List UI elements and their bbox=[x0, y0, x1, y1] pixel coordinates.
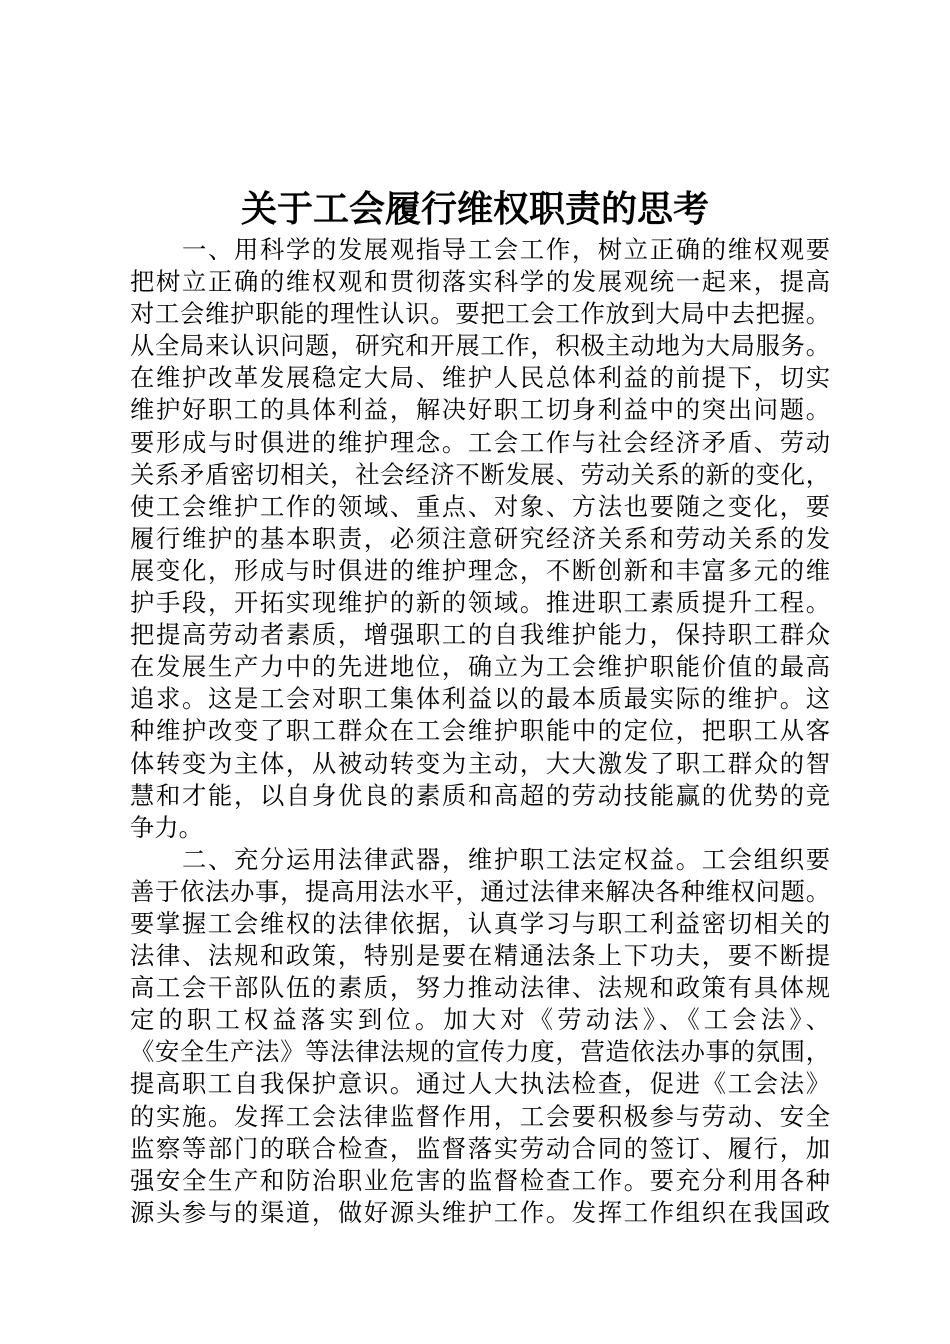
paragraph-1 bbox=[130, 234, 830, 844]
text-line: 提高职工自我保护意识。通过人大执法检查，促进《工会法》 bbox=[130, 1069, 830, 1099]
text-line: 强安全生产和防治职业危害的监督检查工作。要充分利用各种 bbox=[130, 1165, 830, 1195]
text-line: 的实施。发挥工会法律监督作用，工会要积极参与劳动、安全 bbox=[130, 1101, 830, 1131]
paragraph-2 bbox=[130, 844, 830, 1229]
text-line: 监察等部门的联合检查，监督落实劳动合同的签订、履行，加 bbox=[130, 1133, 830, 1163]
document-title: 关于工会履行维权职责的思考 bbox=[240, 188, 709, 230]
text-line: 二、充分运用法律武器，维护职工法定权益。工会组织要 bbox=[182, 844, 830, 874]
text-line: 展变化，形成与时俱进的维护理念，不断创新和丰富多元的维 bbox=[130, 555, 830, 585]
text-line: 从全局来认识问题，研究和开展工作，积极主动地为大局服务。 bbox=[130, 331, 830, 361]
text-line: 体转变为主体，从被动转变为主动，大大激发了职工群众的智 bbox=[130, 748, 830, 778]
text-line: 善于依法办事，提高用法水平，通过法律来解决各种维权问题。 bbox=[130, 876, 830, 906]
text-line: 护手段，开拓实现维护的新的领域。推进职工素质提升工程。 bbox=[130, 588, 830, 618]
text-line: 要掌握工会维权的法律依据，认真学习与职工利益密切相关的 bbox=[130, 908, 830, 938]
text-line: 使工会维护工作的领域、重点、对象、方法也要随之变化，要 bbox=[130, 491, 830, 521]
text-line: 定的职工权益落实到位。加大对《劳动法》、《工会法》、 bbox=[130, 1005, 830, 1035]
text-line: 一、用科学的发展观指导工会工作，树立正确的维权观要 bbox=[182, 235, 830, 264]
text-line: 法律、法规和政策，特别是要在精通法条上下功夫，要不断提 bbox=[130, 941, 830, 971]
text-line: 关系矛盾密切相关，社会经济不断发展、劳动关系的新的变化， bbox=[130, 459, 830, 489]
text-line: 种维护改变了职工群众在工会维护职能中的定位，把职工从客 bbox=[130, 716, 830, 746]
text-line: 争力。 bbox=[130, 812, 203, 842]
text-line: 源头参与的渠道，做好源头维护工作。发挥工作组织在我国政 bbox=[130, 1197, 830, 1227]
text-line: 在维护改革发展稳定大局、维护人民总体利益的前提下，切实 bbox=[130, 363, 830, 393]
text-line: 维护好职工的具体利益，解决好职工切身利益中的突出问题。 bbox=[130, 395, 830, 425]
text-line: 追求。这是工会对职工集体利益以的最本质最实际的维护。这 bbox=[130, 684, 830, 714]
text-line: 高工会干部队伍的素质，努力推动法律、法规和政策有具体规 bbox=[130, 973, 830, 1003]
text-line: 履行维护的基本职责，必须注意研究经济关系和劳动关系的发 bbox=[130, 523, 830, 553]
text-line: 要形成与时俱进的维护理念。工会工作与社会经济矛盾、劳动 bbox=[130, 427, 830, 457]
document-body bbox=[130, 234, 830, 1229]
text-line: 把树立正确的维权观和贯彻落实科学的发展观统一起来，提高 bbox=[130, 267, 830, 297]
text-line: 在发展生产力中的先进地位，确立为工会维护职能价值的最高 bbox=[130, 652, 830, 682]
text-line: 《安全生产法》等法律法规的宣传力度，营造依法办事的氛围， bbox=[130, 1037, 830, 1067]
text-line: 对工会维护职能的理性认识。要把工会工作放到大局中去把握。 bbox=[130, 299, 830, 329]
text-line: 把提高劳动者素质，增强职工的自我维护能力，保持职工群众 bbox=[130, 620, 830, 650]
text-line: 慧和才能，以自身优良的素质和高超的劳动技能赢的优势的竞 bbox=[130, 780, 830, 810]
